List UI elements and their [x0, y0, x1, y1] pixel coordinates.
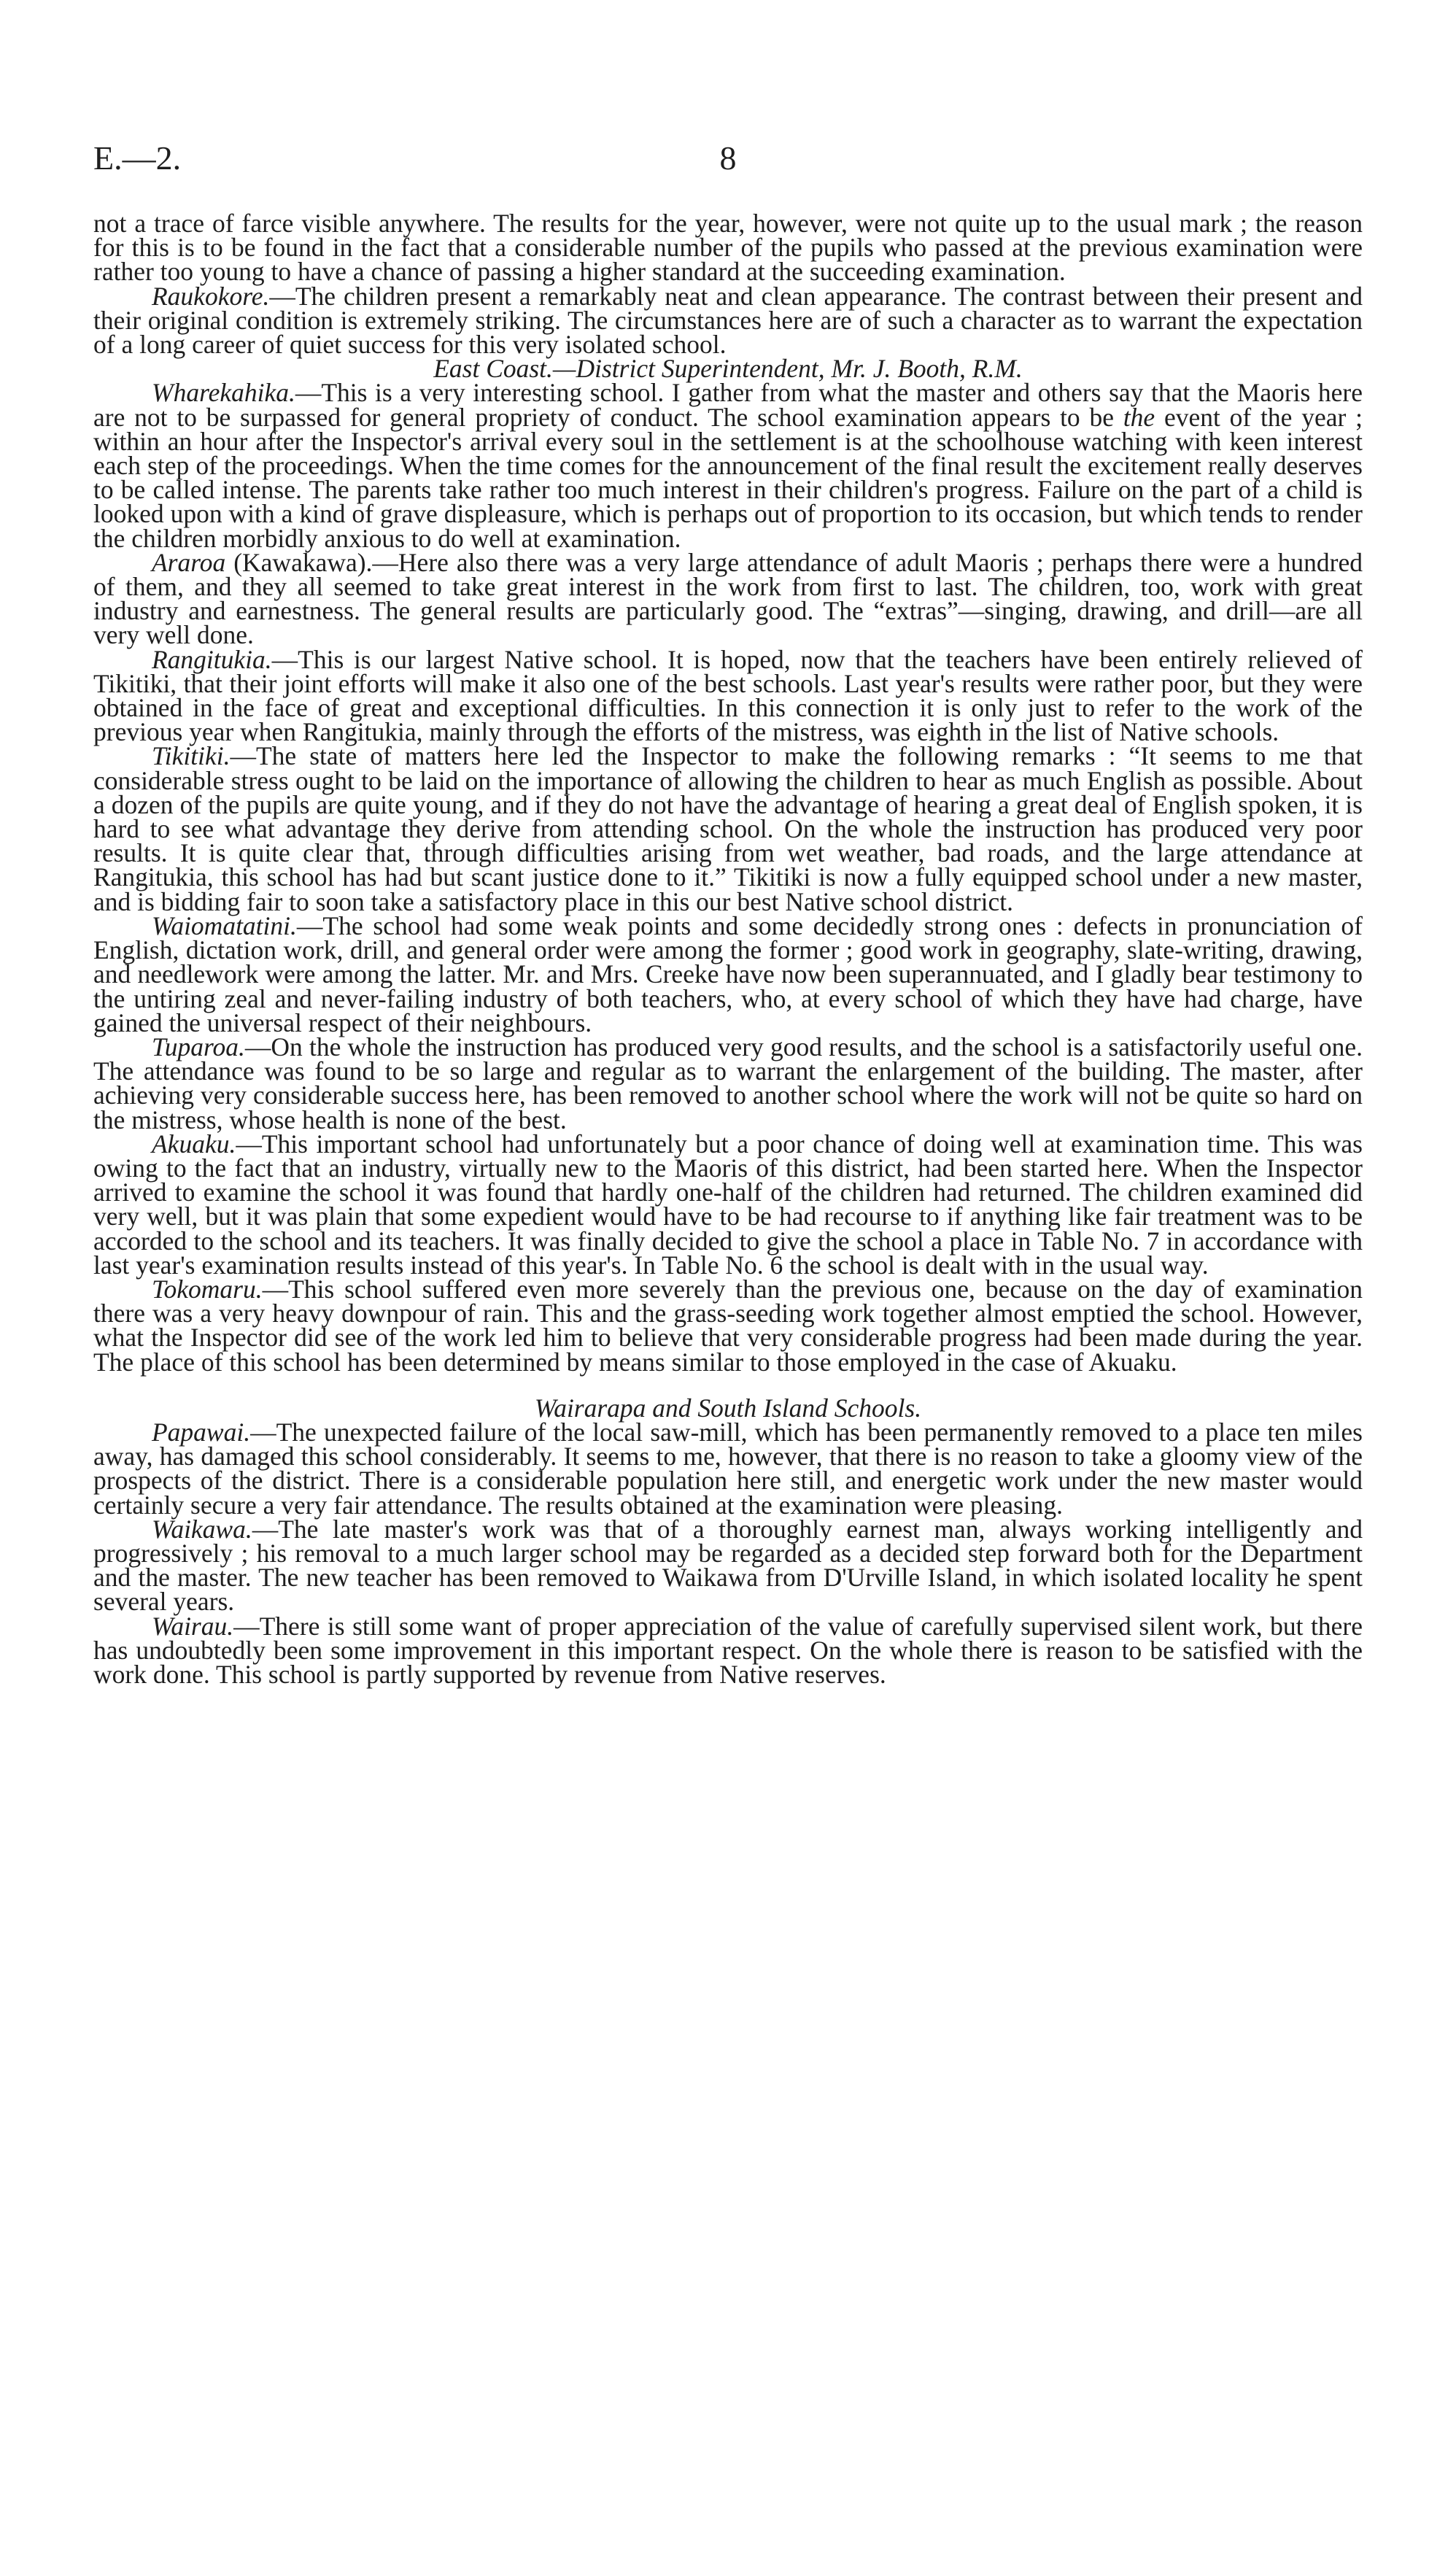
paragraph-text: —The late master's work was that of a thoroughly earnest man, always working intelligently and progressively ; his removal to a much larger school may be regarded as a decided step forward both for the Department and the master. The new teacher has been removed to Waikawa from D'Urville Island, in which isolated locality he spent several years. [93, 1514, 1363, 1617]
paragraph-wharekahika [93, 378, 1363, 553]
paragraph-text: event of the year ; within an hour after the Inspector's arrival every soul in the settlement is at the schoolhouse watching with keen interest each step of the proceedings. When the time comes for the announcement of the final result the excitement really deserves to be called intense. The parents take rather too much interest in their children's progress. Failure on the part of a child is looked upon with a kind of grave displeasure, which is perhaps out of proportion to its occasion, but which tends to render the children morbidly anxious to do well at examination. [93, 402, 1363, 553]
school-name-araroa: Araroa [152, 547, 226, 577]
paragraph-tikitiki [93, 741, 1363, 916]
document-reference: E.—2. [93, 139, 182, 177]
paragraph-text: —The children present a remarkably neat and clean appearance. The contrast between their present and their original condition is extremely striking. The circumstances here are of such a character as to warrant the expectation of a long career of quiet success for this very isolated school. [93, 281, 1363, 360]
paragraph-text: —This important school had unfortunately but a poor chance of doing well at examination time. This was owing to the fact that an industry, virtually new to the Maoris of this district, had been started here. When the Inspector arrived to examine the school it was found that hardly one-half of the children had returned. The children examined did very well, but it was plain that some expedient would have to be had recourse to if anything like fair treatment was to be accorded to the school and its teachers. It was finally decided to give the school a place in Table No. 7 in accordance with last year's examination results instead of this year's. In Table No. 6 the school is dealt with in the usual way. [93, 1129, 1363, 1280]
school-name-raukokore: Raukokore. [152, 281, 270, 311]
school-name-tikitiki: Tikitiki. [152, 741, 231, 771]
paragraph-text: —The school had some weak points and some decidedly strong ones : defects in pronunciation of English, dictation work, drill, and general order were among the former ; good work in geography, slate-writing, drawing, and needlework were among the latter. Mr. and Mrs. Creeke have now been superannuated, and I gladly bear testimony to the untiring zeal and never-failing industry of both teachers, who, at every school of which they have had charge, have gained the universal respect of their neighbours. [93, 910, 1363, 1037]
school-name-waikawa: Waikawa. [152, 1514, 252, 1544]
paragraph-text: —The state of matters here led the Inspector to make the following remarks : “It seems to me that considerable stress ought to be laid on the importance of allowing the children to hear as much English as possible. About a dozen of the pupils are quite young, and if they do not have the advantage of hearing a great deal of English spoken, it is hard to see what advantage they derive from attending school. On the whole the instruction has produced very poor results. It is quite clear that, through difficulties arising from wet weather, bad roads, and the large attendance at Rangitukia, this school has had but scant justice done to it.” Tikitiki is now a fully equipped school under a new master, and is bidding fair to soon take a satisfactory place in this our best Native school district. [93, 741, 1363, 916]
school-name-akuaku: Akuaku. [152, 1129, 236, 1159]
section-heading-east-coast: East Coast.—District Superintendent, Mr. J. Booth, R.M. [433, 354, 1023, 384]
paragraph-waikawa [93, 1514, 1363, 1617]
school-name-waiomatatini: Waiomatatini. [152, 910, 297, 940]
paragraph-papawai [93, 1417, 1363, 1520]
paragraph-text: —This is our largest Native school. It is hoped, now that the teachers have been entirely relieved of Tikitiki, that their joint efforts will make it also one of the best schools. Last year's results were rather poor, but they were obtained in the face of great and exceptional difficulties. In this connection it is only just to refer to the work of the previous year when Rangitukia, mainly through the efforts of the mistress, was eighth in the list of Native schools. [93, 644, 1363, 747]
paragraph-waiomatatini [93, 910, 1363, 1037]
school-name-tuparoa: Tuparoa. [152, 1032, 245, 1061]
school-name-wharekahika: Wharekahika. [152, 378, 295, 408]
paragraph-text: —This school suffered even more severely than the previous one, because on the day of examination there was a very heavy downpour of rain. This and the grass-seeding work together almost emptied the school. However, what the Inspector did see of the work led him to believe that very considerable progress had been made during the year. The place of this school has been determined by means similar to those employed in the case of Akuaku. [93, 1274, 1363, 1377]
page-header [93, 139, 1363, 182]
paragraph-text: —There is still some want of proper appreciation of the value of carefully supervised silent work, but there has undoubtedly been some improvement in this important respect. On the whole there is reason to be satisfied with the work done. This school is partly supported by revenue from Native reserves. [93, 1611, 1363, 1689]
school-name-tokomaru: Tokomaru. [152, 1274, 263, 1304]
paragraph-raukokore [93, 281, 1363, 360]
paragraph-akuaku [93, 1129, 1363, 1280]
emphasis-text: the [1123, 402, 1155, 432]
page-body [93, 209, 1363, 1689]
paragraph-rangitukia [93, 644, 1363, 747]
paragraph-text: —The unexpected failure of the local saw-mill, which has been permanently removed to a place ten miles away, has damaged this school considerably. It seems to me, however, that there is no reason to take a gloomy view of the prospects of the district. There is a considerable population here still, and energetic work under the new master would certainly secure a very fair attendance. The results obtained at the examination were pleasing. [93, 1417, 1363, 1520]
page-number: 8 [719, 139, 737, 177]
paragraph-wairau [93, 1611, 1363, 1689]
school-name-wairau: Wairau. [152, 1611, 234, 1641]
intro-text: not a trace of farce visible anywhere. The results for the year, however, were not quite up to the usual mark ; the reason for this is to be found in the fact that a considerable number of the pupils who passed at the previous examination were rather too young to have a chance of passing a higher standard at the succeeding examination. [93, 209, 1363, 287]
paragraph-araroa [93, 547, 1363, 650]
paragraph-text: (Kawakawa).—Here also there was a very large attendance of adult Maoris ; perhaps there were a hundred of them, and they all seemed to take great interest in the work from first to last. The children, too, work with great industry and earnestness. The general results are particularly good. The “extras”—singing, drawing, and drill—are all very well done. [93, 547, 1363, 650]
paragraph-tuparoa [93, 1032, 1363, 1134]
intro-paragraph [93, 209, 1363, 287]
school-name-papawai: Papawai. [152, 1417, 251, 1447]
paragraph-tokomaru [93, 1274, 1363, 1377]
paragraph-text: —This is a very interesting school. I gather from what the master and others say that the Maoris here are not to be surpassed for general propriety of conduct. The school examination appears to be [93, 378, 1363, 432]
section-heading-wairarapa: Wairarapa and South Island Schools. [534, 1393, 922, 1423]
school-name-rangitukia: Rangitukia. [152, 644, 272, 674]
paragraph-text: —On the whole the instruction has produced very good results, and the school is a satisfactorily useful one. The attendance was found to be so large and regular as to warrant the enlargement of the building. The master, after achieving very considerable success here, has been removed to another school where the work will not be quite so hard on the mistress, whose health is none of the best. [93, 1032, 1363, 1134]
